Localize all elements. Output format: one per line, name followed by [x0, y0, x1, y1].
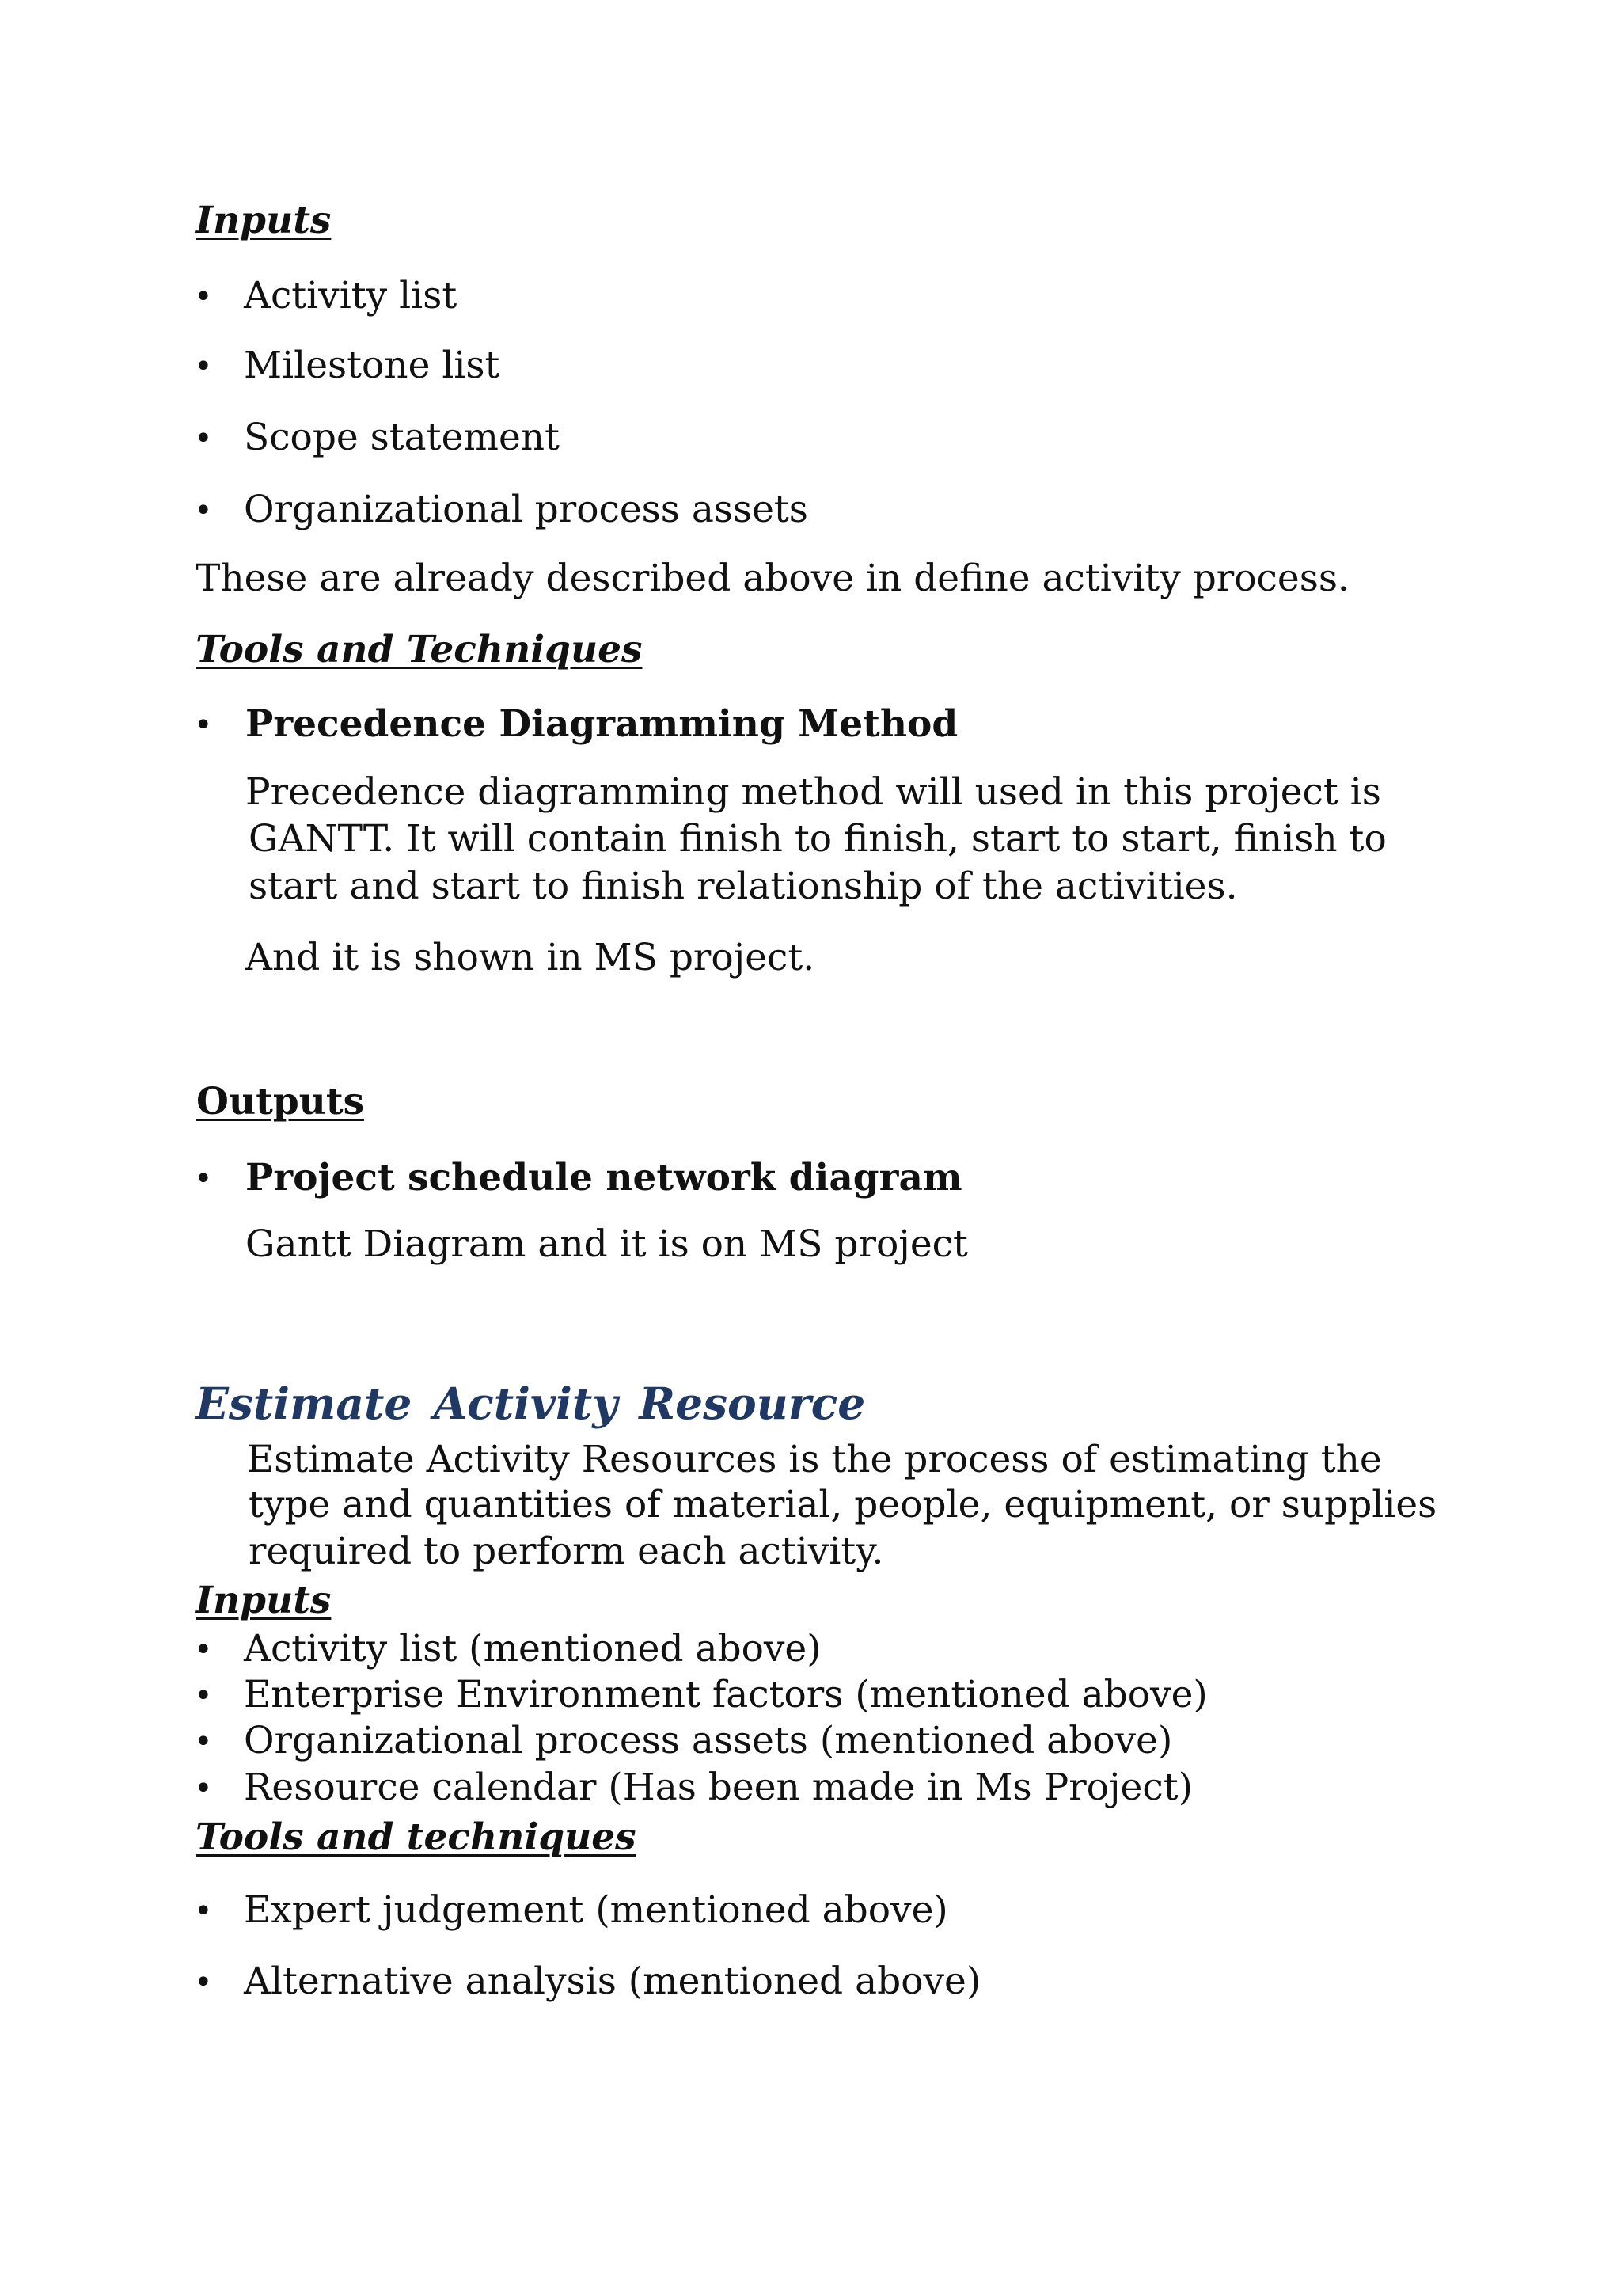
inputs-heading-2: Inputs [196, 1579, 332, 1622]
input-item-org-process-assets-2: Organizational process assets (mentioned above) [244, 1719, 1173, 1762]
section-title-estimate-activity-resource: Estimate Activity Resource [196, 1378, 866, 1429]
tools-heading-2: Tools and techniques [196, 1815, 636, 1859]
bullet-icon: • [194, 1770, 213, 1807]
input-item-enterprise-env-factors: Enterprise Environment factors (mentioned above) [244, 1673, 1208, 1716]
description-line-1: Estimate Activity Resources is the process of estimating the [247, 1438, 1382, 1481]
bullet-icon: • [194, 420, 213, 457]
bullet-icon: • [194, 348, 213, 385]
outputs-heading: Outputs [196, 1080, 365, 1123]
bullet-icon: • [194, 1724, 213, 1760]
bullet-icon: • [194, 1964, 213, 2001]
inputs-heading: Inputs [196, 199, 332, 242]
bullet-icon: • [194, 1632, 213, 1668]
output-title: Project schedule network diagram [245, 1156, 962, 1199]
input-item-milestone-list: Milestone list [244, 344, 500, 387]
tool-paragraph-line-2: GANTT. It will contain finish to finish, start to start, finish to [249, 817, 1387, 861]
tool-item-alternative-analysis: Alternative analysis (mentioned above) [244, 1960, 981, 2003]
bullet-icon: • [194, 707, 213, 743]
input-item-scope-statement: Scope statement [244, 416, 560, 459]
tool-paragraph-line-3: start and start to finish relationship of the activities. [249, 865, 1238, 908]
tool-item-expert-judgement: Expert judgement (mentioned above) [244, 1888, 948, 1932]
bullet-icon: • [194, 279, 213, 315]
inputs-note: These are already described above in define activity process. [196, 557, 1350, 600]
input-item-resource-calendar: Resource calendar (Has been made in Ms Project) [244, 1766, 1193, 1809]
bullet-icon: • [194, 492, 213, 529]
bullet-icon: • [194, 1161, 213, 1197]
description-line-3: required to perform each activity. [249, 1530, 884, 1573]
input-item-activity-list-2: Activity list (mentioned above) [244, 1627, 822, 1671]
bullet-icon: • [194, 1678, 213, 1714]
tool-paragraph-line-1: Precedence diagramming method will used in this project is [245, 770, 1381, 814]
bullet-icon: • [194, 1893, 213, 1929]
tools-heading: Tools and Techniques [196, 628, 643, 671]
description-line-2: type and quantities of material, people, equipment, or supplies [249, 1483, 1437, 1526]
tool-note: And it is shown in MS project. [245, 936, 815, 979]
tool-title-pdm: Precedence Diagramming Method [245, 702, 959, 746]
output-note: Gantt Diagram and it is on MS project [245, 1222, 968, 1266]
input-item-org-process-assets: Organizational process assets [244, 488, 808, 531]
input-item-activity-list: Activity list [244, 274, 457, 317]
